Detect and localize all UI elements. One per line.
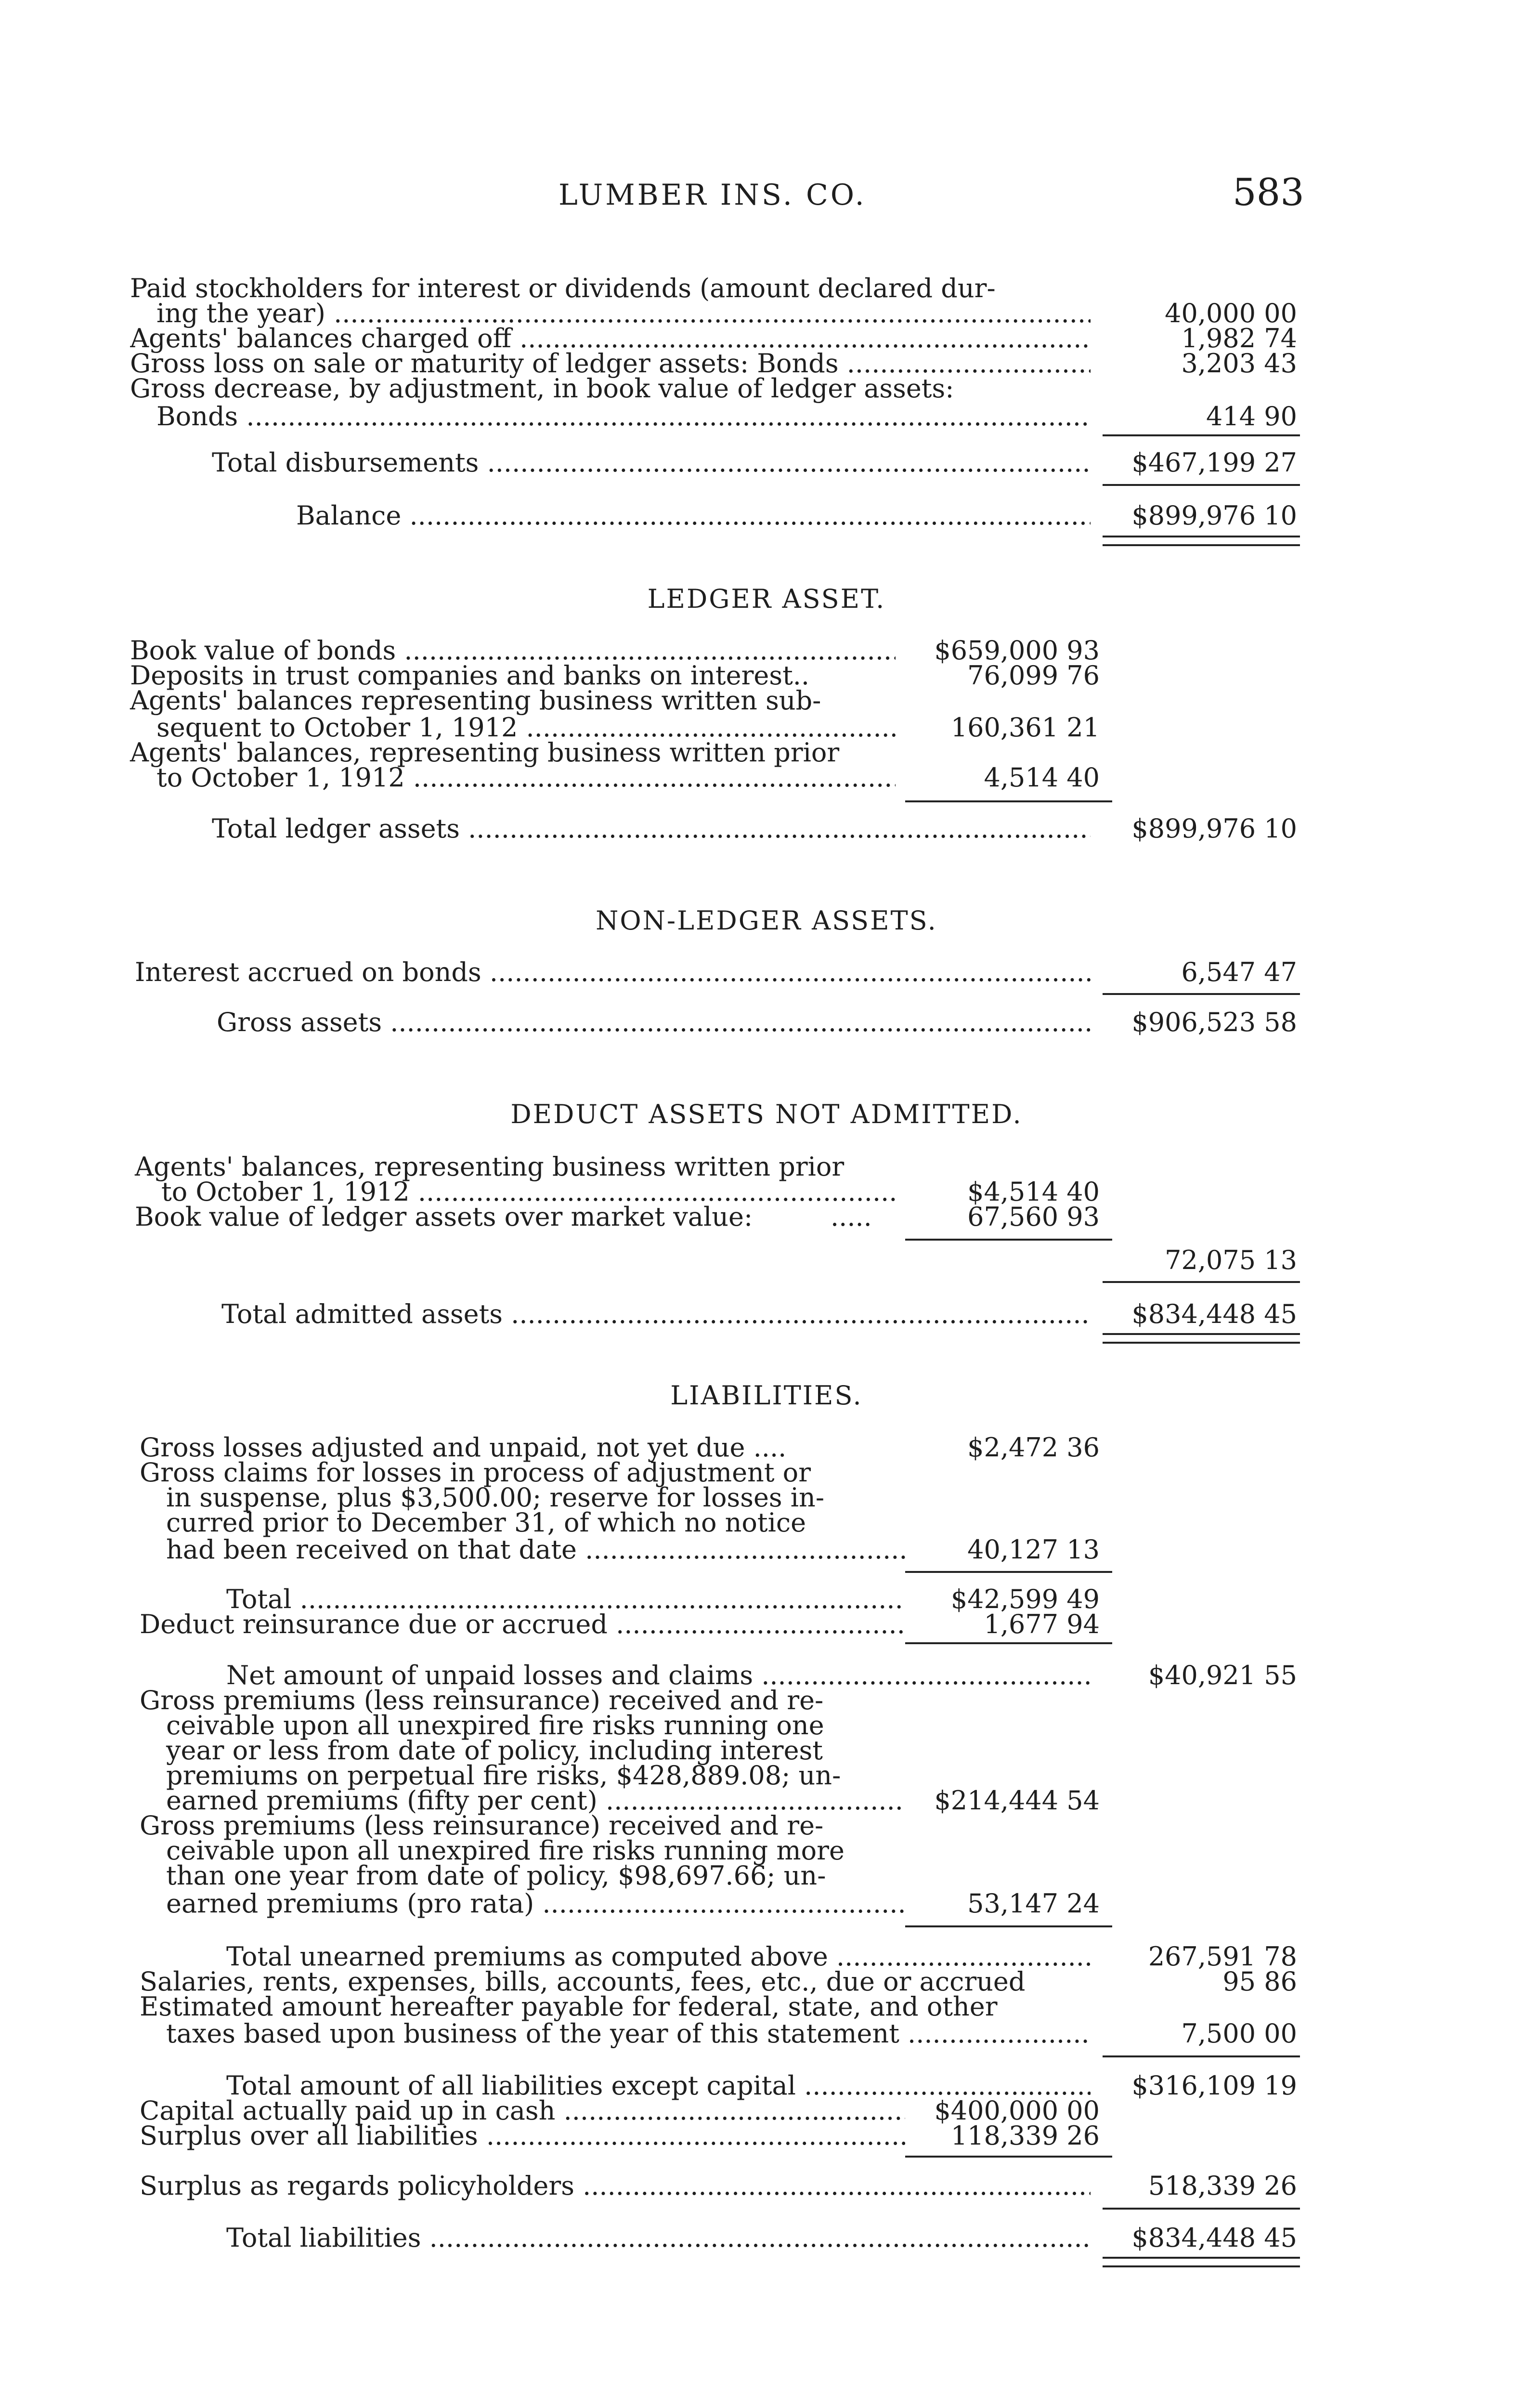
sum-rule — [1103, 2055, 1300, 2057]
row-label: Gross losses adjusted and unpaid, not yet due .... — [140, 1432, 787, 1463]
sum-rule — [905, 1925, 1112, 1927]
table-row — [0, 1889, 1533, 1919]
row-value: 7,500 00 — [1181, 2018, 1297, 2049]
row-label: Gross decrease, by adjustment, in book value of ledger assets: — [130, 373, 954, 404]
row-value: 1,982 74 — [1181, 323, 1297, 353]
row-label: Surplus as regards policyholders ..... — [140, 2171, 1091, 2201]
table-row — [0, 686, 1533, 716]
double-rule — [1103, 2257, 1300, 2267]
row-value: $834,448 45 — [1131, 1299, 1297, 1329]
row-value: 72,075 13 — [1165, 1245, 1297, 1275]
sum-rule — [905, 1239, 1112, 1241]
table-row — [0, 957, 1533, 987]
row-label: year or less from date of policy, including interest — [166, 1735, 823, 1766]
table-row — [0, 1535, 1533, 1565]
row-value: $899,976 10 — [1131, 500, 1297, 531]
row-label: Gross assets ..... — [217, 1008, 1091, 1037]
row-value: 4,514 40 — [984, 762, 1100, 793]
row-value: 40,127 13 — [967, 1534, 1100, 1565]
section-title: LEDGER ASSET. — [647, 584, 886, 614]
row-label: Net amount of unpaid losses and claims ..... — [226, 1661, 1091, 1690]
row-value: 6,547 47 — [1181, 957, 1297, 987]
row-label: Interest accrued on bonds ..... — [135, 957, 1091, 987]
table-row — [0, 2223, 1533, 2253]
table-row — [0, 402, 1533, 432]
table-row — [0, 1508, 1533, 1538]
row-label: ing the year) ..... — [156, 299, 1091, 328]
row-value: 67,560 93 — [967, 1202, 1100, 1232]
row-value: $834,448 45 — [1131, 2223, 1297, 2253]
row-label: Agents' balances representing business written sub- — [130, 685, 821, 716]
row-label: Estimated amount hereafter payable for federal, state, and other — [140, 1991, 998, 2022]
table-row — [0, 1245, 1533, 1275]
row-label: Total ledger assets ..... — [212, 814, 1091, 844]
table-row — [0, 501, 1533, 531]
sum-rule — [1103, 993, 1300, 995]
row-leader: ..... — [831, 1202, 872, 1232]
table-row — [0, 448, 1533, 478]
sum-rule — [905, 800, 1112, 802]
row-value: 95 86 — [1222, 1966, 1297, 1997]
row-label: Book value of bonds ..... — [130, 636, 896, 666]
section-title: DEDUCT ASSETS NOT ADMITTED. — [510, 1099, 1023, 1129]
double-rule — [1103, 536, 1300, 546]
section-title: LIABILITIES. — [670, 1380, 863, 1411]
row-value: $4,514 40 — [967, 1177, 1100, 1207]
row-label: Gross premiums (less reinsurance) received and re- — [140, 1810, 824, 1841]
row-label: Total liabilities ..... — [226, 2223, 1091, 2253]
table-row — [0, 1992, 1533, 2022]
table-row — [0, 2171, 1533, 2201]
row-value: 267,591 78 — [1148, 1941, 1297, 1972]
row-label: Gross premiums (less reinsurance) received and re- — [140, 1685, 824, 1715]
row-label: Balance ..... — [296, 501, 1091, 531]
row-label: Surplus over all liabilities ..... — [140, 2121, 905, 2151]
row-value: 53,147 24 — [967, 1888, 1100, 1919]
table-row — [0, 1008, 1533, 1037]
row-label: earned premiums (fifty per cent) ..... — [166, 1786, 905, 1816]
row-label: had been received on that date ..... — [166, 1535, 905, 1565]
row-label: Total amount of all liabilities except capital ..... — [226, 2071, 1091, 2101]
row-value: 160,361 21 — [950, 712, 1100, 743]
row-value: $400,000 00 — [934, 2095, 1100, 2126]
row-value: $899,976 10 — [1131, 813, 1297, 844]
double-rule — [1103, 1333, 1300, 1344]
sum-rule — [1103, 484, 1300, 486]
table-row — [0, 1610, 1533, 1639]
row-value: $316,109 19 — [1131, 2070, 1297, 2101]
sum-rule — [1103, 434, 1300, 436]
table-row — [0, 814, 1533, 844]
row-label: Total unearned premiums as computed above ..... — [226, 1942, 1091, 1972]
row-label: taxes based upon business of the year of this statement ..... — [166, 2019, 1091, 2049]
row-value: 518,339 26 — [1148, 2171, 1297, 2201]
row-value: $659,000 93 — [934, 635, 1100, 666]
row-label: Book value of ledger assets over market value: — [135, 1202, 753, 1232]
sum-rule — [905, 1642, 1112, 1644]
row-value: 118,339 26 — [950, 2120, 1100, 2151]
row-label: Total disbursements ..... — [212, 448, 1091, 478]
row-label: ceivable upon all unexpired fire risks running more — [166, 1835, 844, 1866]
sum-rule — [1103, 2208, 1300, 2210]
row-label: Agents' balances, representing business written prior — [135, 1152, 844, 1182]
table-row — [0, 374, 1533, 404]
row-label: Total admitted assets ..... — [221, 1299, 1091, 1329]
row-label: Salaries, rents, expenses, bills, accounts, fees, etc., due or accrued — [140, 1966, 1026, 1997]
table-row — [0, 1299, 1533, 1329]
row-value: $906,523 58 — [1131, 1007, 1297, 1037]
row-label: Deposits in trust companies and banks on interest.. — [130, 660, 810, 691]
row-label: Total ..... — [226, 1584, 905, 1614]
row-label: Gross loss on sale or maturity of ledger assets: Bonds ..... — [130, 349, 1091, 379]
table-row — [0, 763, 1533, 793]
row-label: Capital actually paid up in cash ..... — [140, 2096, 905, 2126]
sum-rule — [905, 2156, 1112, 2158]
row-label: to October 1, 1912 ..... — [161, 1177, 896, 1207]
row-label: curred prior to December 31, of which no notice — [166, 1507, 806, 1538]
row-label: ceivable upon all unexpired fire risks running one — [166, 1710, 824, 1741]
row-label: Bonds ..... — [156, 402, 1091, 432]
row-value: $42,599 49 — [950, 1584, 1100, 1614]
row-value: 40,000 00 — [1165, 298, 1297, 328]
row-value: 414 90 — [1206, 401, 1297, 432]
table-row — [0, 2019, 1533, 2049]
row-label: to October 1, 1912 ..... — [156, 763, 896, 793]
table-row — [0, 1202, 1533, 1232]
row-label: than one year from date of policy, $98,697.66; un- — [166, 1860, 826, 1891]
row-label: Gross claims for losses in process of adjustment or — [140, 1457, 811, 1488]
row-value: $40,921 55 — [1148, 1660, 1297, 1690]
sum-rule — [905, 1571, 1112, 1573]
page-number: 583 — [1233, 171, 1304, 214]
row-label: Agents' balances, representing business written prior — [130, 737, 840, 768]
row-label: Agents' balances charged off ..... — [130, 324, 1091, 353]
table-row — [0, 1861, 1533, 1891]
table-row — [0, 2121, 1533, 2151]
running-head: LUMBER INS. CO. — [559, 178, 867, 212]
row-value: 76,099 76 — [967, 660, 1100, 691]
row-value: 3,203 43 — [1181, 348, 1297, 379]
row-label: Paid stockholders for interest or dividends (amount declared dur- — [130, 273, 996, 303]
row-label: premiums on perpetual fire risks, $428,889.08; un- — [166, 1760, 841, 1791]
row-label: Deduct reinsurance due or accrued ..... — [140, 1610, 905, 1639]
row-value: $214,444 54 — [934, 1785, 1100, 1816]
row-label: earned premiums (pro rata) ..... — [166, 1889, 905, 1919]
row-value: 1,677 94 — [984, 1609, 1100, 1639]
row-value: $467,199 27 — [1131, 447, 1297, 478]
row-label: in suspense, plus $3,500.00; reserve for losses in- — [166, 1482, 825, 1513]
row-value: $2,472 36 — [967, 1432, 1100, 1463]
sum-rule — [1103, 1281, 1300, 1283]
section-title: NON-LEDGER ASSETS. — [596, 905, 937, 936]
row-label: sequent to October 1, 1912 ..... — [156, 713, 896, 743]
